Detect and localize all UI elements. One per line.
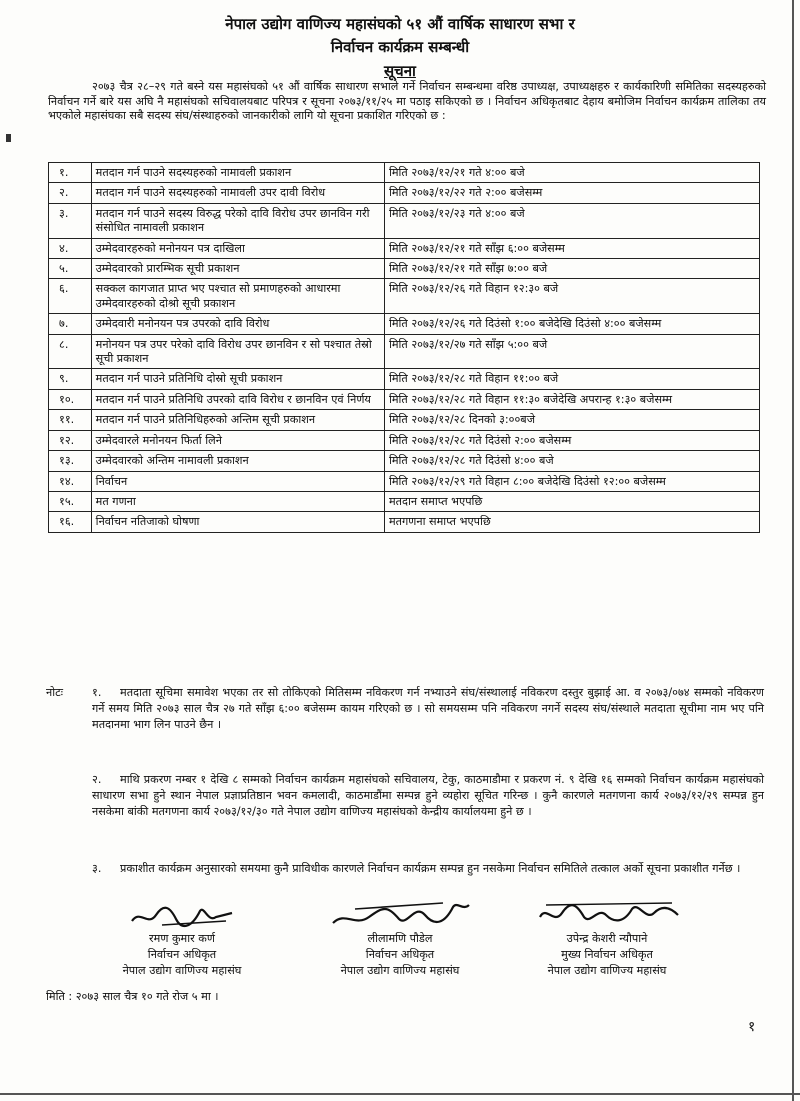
document-subtitle: निर्वाचन कार्यक्रम सम्बन्धी	[330, 38, 470, 56]
schedule-time: मिति २०७३/१२/२६ गते विहान १२:३० बजे	[384, 279, 759, 314]
document-title: नेपाल उद्योग वाणिज्य महासंघको ५१ औं वार्षिक साधारण सभा र	[225, 15, 575, 33]
schedule-time: मिति २०७३/१२/२८ गते विहान ११:३० बजेदेखि अपरान्ह १:३० बजेसम्म	[384, 389, 759, 409]
schedule-number: ११.	[49, 410, 92, 430]
schedule-number: ५.	[49, 259, 92, 279]
schedule-time: मिति २०७३/१२/२१ गते साँझ ६:०० बजेसम्म	[384, 238, 759, 258]
schedule-number: १०.	[49, 389, 92, 409]
election-schedule-table	[48, 162, 760, 533]
schedule-number: २.	[49, 183, 92, 203]
schedule-number: १४.	[49, 471, 92, 491]
schedule-time: मिति २०७३/१२/२८ गते दिउंसो ४:०० बजे	[384, 451, 759, 471]
schedule-item: मनोनयन पत्र उपर परेको दावि विरोध उपर छानविन र सो पश्चात तेस्रो सूची प्रकाशन	[91, 334, 384, 369]
schedule-time: मिति २०७३/१२/२८ गते दिउंसो २:०० बजेसम्म	[384, 430, 759, 450]
schedule-item: मतदान गर्न पाउने प्रतिनिधिहरुको अन्तिम सूची प्रकाशन	[91, 410, 384, 430]
schedule-item: मतदान गर्न पाउने प्रतिनिधि उपरको दावि विरोध र छानविन एवं निर्णय	[91, 389, 384, 409]
schedule-number: १६.	[49, 512, 92, 532]
schedule-item: मतदान गर्न पाउने सदस्यहरुको नामावली उपर दावी विरोध	[91, 183, 384, 203]
signatory-name: रमण कुमार कर्ण	[149, 932, 215, 945]
signature-block-2	[300, 897, 500, 979]
handwritten-signature-1	[122, 897, 242, 931]
schedule-time: मिति २०७३/१२/२३ गते ४:०० बजे	[384, 203, 759, 238]
schedule-time: मिति २०७३/१२/२२ गते २:०० बजेसम्म	[384, 183, 759, 203]
schedule-time: मिति २०७३/१२/२१ गते साँझ ७:०० बजे	[384, 259, 759, 279]
schedule-time: मिति २०७३/१२/२८ गते विहान ११:०० बजे	[384, 369, 759, 389]
schedule-number: ३.	[49, 203, 92, 238]
schedule-row	[49, 512, 760, 532]
schedule-item: निर्वाचन	[91, 471, 384, 491]
schedule-number: ९.	[49, 369, 92, 389]
note-text: माथि प्रकरण नम्बर १ देखि ८ सम्मको निर्वाचन कार्यक्रम महासंघको सचिवालय, टेकु, काठमाडौमा र प्रकरण नं. ९ देखि १६ सम्मको निर्वाचन कार्यक्रम महासंघको साधारण सभा हुने स्थान नेपाल प्रज्ञाप्रतिष्ठान भवन कमलादी, काठमाडौंमा सम्पन्न हुने व्यहोरा सूचित गरिन्छ । कुनै कारणले मतगणना कार्य २०७३/१२/२९ सम्पन्न हुन नसकेमा बांकी मतगणना कार्य २०७३/१२/३० गते नेपाल उद्योग वाणिज्य महासंघको केन्द्रीय कार्यालयमा हुने छ ।	[92, 773, 764, 819]
schedule-time: मतदान समाप्त भएपछि	[384, 491, 759, 511]
notice-heading: सूचना	[384, 62, 416, 80]
schedule-item: निर्वाचन नतिजाको घोषणा	[91, 512, 384, 532]
schedule-item: मतदान गर्न पाउने सदस्य विरुद्ध परेको दावि विरोध उपर छानविन गरी संसोधित नामावली प्रकाशन	[91, 203, 384, 238]
notes-label: नोटः	[46, 686, 64, 699]
schedule-row	[49, 279, 760, 314]
signature-block-3	[494, 897, 720, 979]
schedule-row	[49, 491, 760, 511]
schedule-time: मिति २०७३/१२/२१ गते ४:०० बजे	[384, 163, 759, 183]
schedule-number: १.	[49, 163, 92, 183]
note-text: मतदाता सूचिमा समावेश भएका तर सो तोकिएको मितिसम्म नविकरण गर्न नभ्याउने संघ/संस्थालाई नविकरण दस्तुर बुझाई आ. व २०७३/०७४ सम्मको नविकरण गर्ने समय मिति २०७३ साल चैत्र २७ गते साँझ ६:०० बजेसम्म कायम गरिएको छ । सो समयसम्म पनि नविकरण नगर्ने सदस्य संघ/संस्थाले मतदाता सूचीमा नाम भए पनि मतदानमा भाग लिन पाउने छैन ।	[92, 686, 764, 732]
schedule-number: ७.	[49, 314, 92, 334]
schedule-item: सक्कल कागजात प्राप्त भए पश्चात सो प्रमाणहरुको आधारमा उम्मेदवारहरुको दोश्रो सूची प्रकाशन	[91, 279, 384, 314]
schedule-number: १२.	[49, 430, 92, 450]
note-number: २.	[92, 773, 102, 786]
signatory-role: निर्वाचन अधिकृत	[147, 948, 217, 961]
schedule-number: ४.	[49, 238, 92, 258]
schedule-time: मिति २०७३/१२/२७ गते साँझ ५:०० बजे	[384, 334, 759, 369]
page-number: १	[748, 1019, 756, 1035]
signatory-org: नेपाल उद्योग वाणिज्य महासंघ	[122, 964, 242, 977]
signature-block-1	[82, 897, 282, 979]
handwritten-signature-3	[532, 897, 682, 931]
schedule-item: उम्मेदवारको अन्तिम नामावली प्रकाशन	[91, 451, 384, 471]
schedule-number: ६.	[49, 279, 92, 314]
schedule-row	[49, 203, 760, 238]
note-number: ३.	[92, 862, 102, 875]
schedule-item: मत गणना	[91, 491, 384, 511]
schedule-row	[49, 183, 760, 203]
schedule-number: ८.	[49, 334, 92, 369]
note-text: प्रकाशीत कार्यक्रम अनुसारको समयमा कुनै प्राविधीक कारणले निर्वाचन कार्यक्रम सम्पन्न हुन नसकेमा निर्वाचन समितिले तत्काल अर्को सूचना प्रकाशीत गर्नेछ ।	[120, 862, 741, 875]
note-number: १.	[92, 686, 102, 699]
signatory-role: निर्वाचन अधिकृत	[365, 948, 435, 961]
schedule-time: मिति २०७३/१२/२८ दिनको ३:००बजे	[384, 410, 759, 430]
signatory-org: नेपाल उद्योग वाणिज्य महासंघ	[547, 964, 667, 977]
signatory-role: मुख्य निर्वाचन अधिकृत	[561, 948, 653, 961]
scan-edge-bottom	[0, 1093, 800, 1095]
handwritten-signature-2	[325, 897, 475, 931]
schedule-row	[49, 430, 760, 450]
note-item	[92, 861, 764, 877]
schedule-time: मतगणना समाप्त भएपछि	[384, 512, 759, 532]
schedule-time: मिति २०७३/१२/२६ गते दिउंसो १:०० बजेदेखि दिउंसो ४:०० बजेसम्म	[384, 314, 759, 334]
schedule-item: मतदान गर्न पाउने प्रतिनिधि दोस्रो सूची प्रकाशन	[91, 369, 384, 389]
schedule-row	[49, 451, 760, 471]
schedule-row	[49, 163, 760, 183]
schedule-row	[49, 389, 760, 409]
schedule-item: उम्मेदवारको प्रारम्भिक सूची प्रकाशन	[91, 259, 384, 279]
schedule-row	[49, 369, 760, 389]
schedule-row	[49, 410, 760, 430]
schedule-row	[49, 334, 760, 369]
schedule-item: उम्मेदवारहरुको मनोनयन पत्र दाखिला	[91, 238, 384, 258]
schedule-item: उम्मेदवारले मनोनयन फिर्ता लिने	[91, 430, 384, 450]
scan-edge-right	[792, 0, 794, 1101]
signatory-name: लीलामणि पौडेल	[367, 932, 433, 945]
schedule-row	[49, 314, 760, 334]
scan-mark	[6, 134, 11, 142]
schedule-number: १५.	[49, 491, 92, 511]
schedule-row	[49, 238, 760, 258]
note-item	[92, 685, 764, 734]
schedule-item: उम्मेदवारी मनोनयन पत्र उपरको दावि विरोध	[91, 314, 384, 334]
schedule-row	[49, 471, 760, 491]
schedule-time: मिति २०७३/१२/२९ गते विहान ८:०० बजेदेखि दिउंसो १२:०० बजेसम्म	[384, 471, 759, 491]
note-item	[92, 772, 764, 821]
schedule-row	[49, 259, 760, 279]
signatory-org: नेपाल उद्योग वाणिज्य महासंघ	[340, 964, 460, 977]
schedule-item: मतदान गर्न पाउने सदस्यहरुको नामावली प्रकाशन	[91, 163, 384, 183]
intro-paragraph: २०७३ चैत्र २८–२९ गते बस्ने यस महासंघको ५१ औं वार्षिक साधारण सभाले गर्ने निर्वाचन सम्बन्धमा वरिष्ठ उपाध्यक्ष, उपाध्यक्षहरु र कार्यकारिणी समितिका सदस्यहरुको निर्वाचन गर्ने बारे यस अघि नै महासंघको सचिवालयबाट परिपत्र र सूचना २०७३/११/२५ मा पठाइ सकिएको छ । निर्वाचन अधिकृतबाट देहाय बमोजिम निर्वाचन कार्यक्रम तालिका तय भएकोले महासंघका सबै सदस्य संघ/संस्थाहरुको जानकारीको लागि यो सूचना प्रकाशित गरिएको छ :	[48, 80, 766, 123]
schedule-number: १३.	[49, 451, 92, 471]
notice-date: मिति : २०७३ साल चैत्र १० गते रोज ५ मा ।	[46, 990, 219, 1003]
signatory-name: उपेन्द्र केशरी न्यौपाने	[566, 932, 648, 945]
